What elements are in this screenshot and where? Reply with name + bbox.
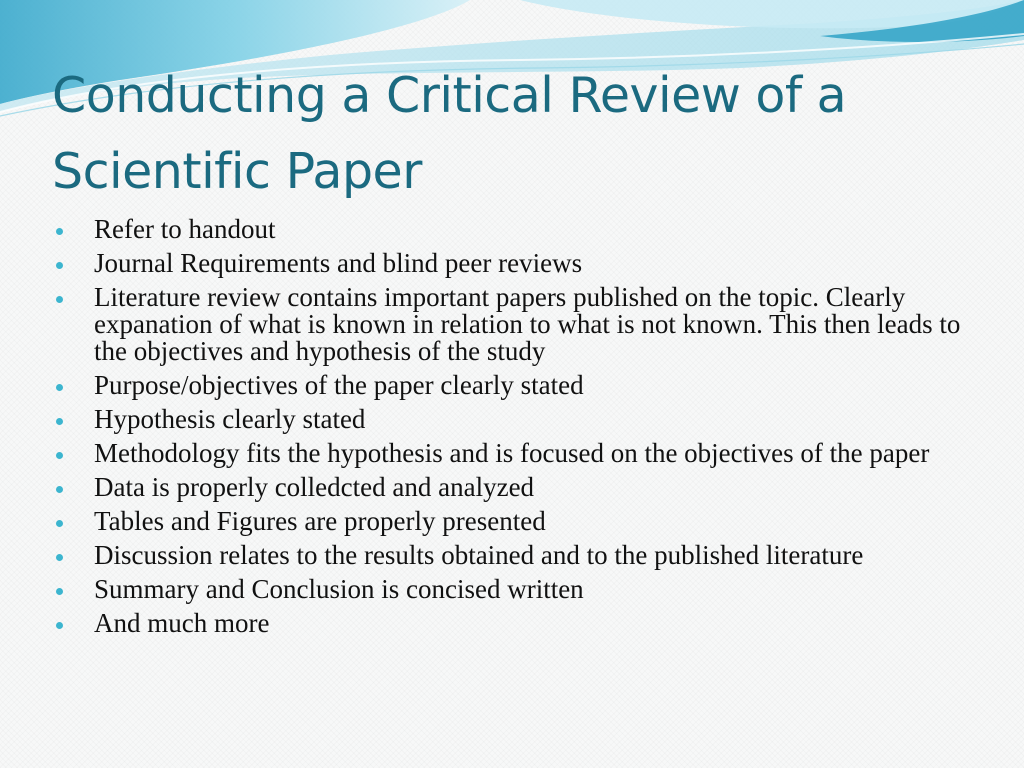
bullet-dot-icon	[56, 452, 63, 459]
list-item	[56, 284, 996, 365]
slide-title: Conducting a Critical Review of a Scientific Paper	[52, 67, 847, 200]
list-item	[56, 542, 996, 569]
bullet-dot-icon	[56, 588, 63, 595]
list-item	[56, 474, 996, 501]
bullet-text: Purpose/objectives of the paper clearly stated	[94, 370, 584, 400]
list-item	[56, 250, 996, 277]
list-item	[56, 406, 996, 433]
bullet-list	[56, 216, 996, 637]
bullet-dot-icon	[56, 384, 63, 391]
bullet-text: Literature review contains important papers published on the topic. Clearly expanation of what is known in relation to what is not known. This then leads to the objectives and hypothesis of the study	[94, 282, 961, 366]
list-item	[56, 610, 996, 637]
bullet-text: Discussion relates to the results obtained and to the published literature	[94, 540, 864, 570]
bullet-dot-icon	[56, 520, 63, 527]
bullet-text: Refer to handout	[94, 214, 276, 244]
bullet-dot-icon	[56, 296, 63, 303]
bullet-dot-icon	[56, 228, 63, 235]
bullet-text: Methodology fits the hypothesis and is focused on the objectives of the paper	[94, 438, 930, 468]
list-item	[56, 372, 996, 399]
bullet-text: Tables and Figures are properly presented	[94, 506, 546, 536]
bullet-text: And much more	[94, 608, 270, 638]
list-item	[56, 216, 996, 243]
bullet-text: Hypothesis clearly stated	[94, 404, 366, 434]
bullet-dot-icon	[56, 262, 63, 269]
list-item	[56, 440, 996, 467]
bullet-dot-icon	[56, 622, 63, 629]
bullet-text: Journal Requirements and blind peer reviews	[94, 248, 583, 278]
list-item	[56, 508, 996, 535]
bullet-text: Summary and Conclusion is concised written	[94, 574, 584, 604]
bullet-dot-icon	[56, 554, 63, 561]
list-item	[56, 576, 996, 603]
bullet-dot-icon	[56, 418, 63, 425]
bullet-text: Data is properly colledcted and analyzed	[94, 472, 535, 502]
bullet-dot-icon	[56, 486, 63, 493]
